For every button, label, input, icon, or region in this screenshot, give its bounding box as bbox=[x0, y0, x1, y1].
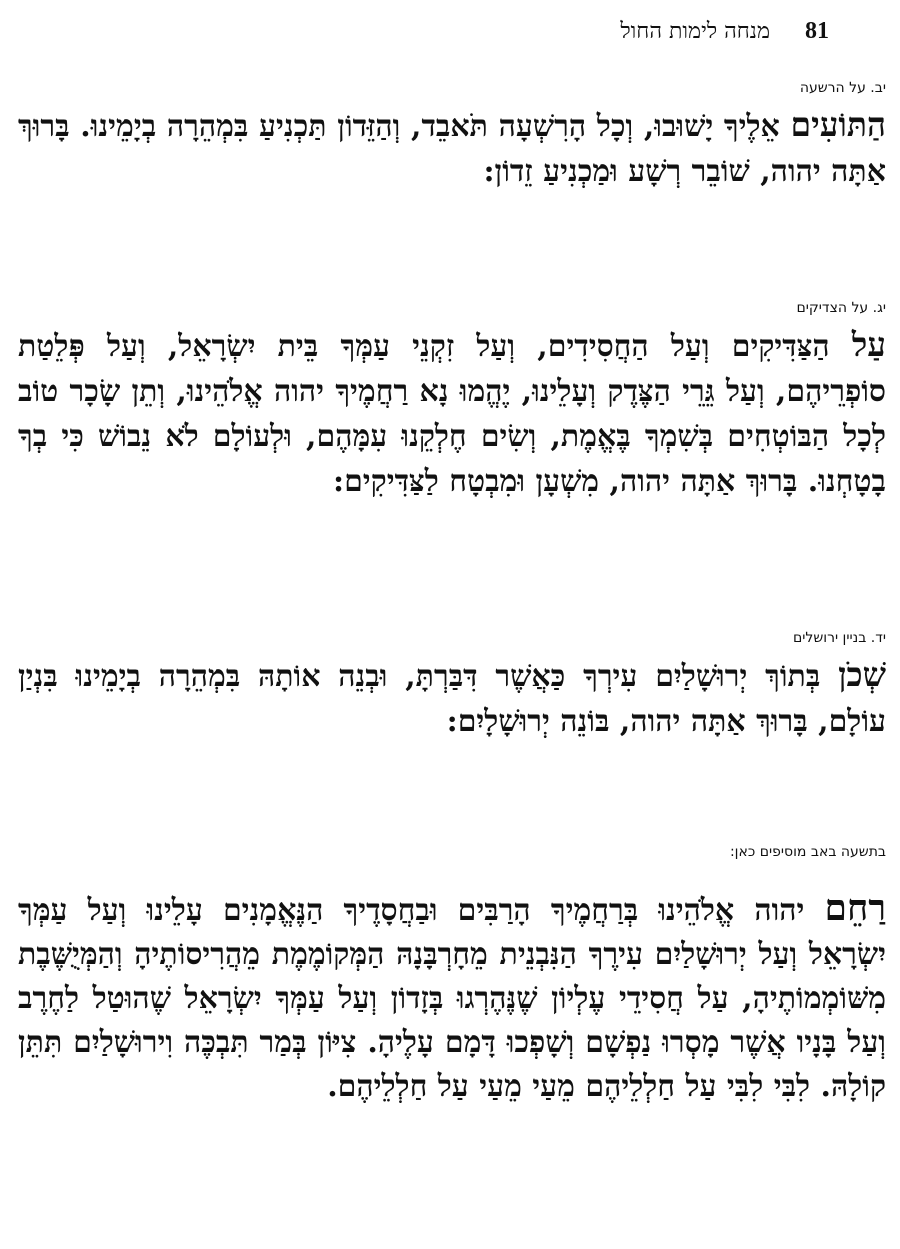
section-body: בְּתוֹךְ יְרוּשָׁלַיִם עִירְךָ כַּאֲשֶׁר דִּבַּרְתָּ, וּבְנֵה אוֹתָהּ בִּמְהֵרָה בְיָמֵינוּ בִּנְיַן עוֹלָם, בָּרוּךְ אַתָּה יהוה, בּוֹנֵה יְרוּשָׁלָיִם: bbox=[18, 659, 886, 739]
opening-word: הַתּוֹעִים bbox=[790, 105, 886, 144]
section-against-wickedness bbox=[18, 80, 886, 194]
section-text bbox=[18, 652, 886, 744]
section-building-jerusalem bbox=[18, 630, 886, 744]
section-body: הַצַּדִּיקִים וְעַל הַחֲסִידִים, וְעַל זִקְנֵי עַמְּךָ בֵּית יִשְׂרָאֵל, וְעַל פְּלֵטַת סוֹפְרֵיהֶם, וְעַל גֵּרֵי הַצֶּדֶק וְעָלֵינוּ, יֶהֱמוּ נָא רַחֲמֶיךָ יהוה אֱלֹהֵינוּ, וְתֵן שָׂכָר טוֹב לְכָל הַבּוֹטְחִים בְּשִׁמְךָ בֶּאֱמֶת, וְשִׂים חֶלְקֵנוּ עִמָּהֶם, וּלְעוֹלָם לֹא נֵבוֹשׁ כִּי בְךָ בָטָחְנוּ. בָּרוּךְ אַתָּה יהוה, מִשְׁעָן וּמִבְטָח לַצַּדִּיקִים: bbox=[18, 329, 886, 499]
opening-word: רַחֵם bbox=[824, 887, 886, 929]
page-number: 81 bbox=[805, 18, 829, 44]
opening-word: עַל bbox=[851, 325, 886, 364]
page-header bbox=[0, 12, 900, 52]
section-body: יהוה אֱלֹהֵינוּ בְּרַחֲמֶיךָ הָרַבִּים וּבַחֲסָדֶיךָ הַנֶּאֱמָנִים עָלֵינוּ וְעַל עַמְּךָ יִשְׂרָאֵל וְעַל יְרוּשָׁלַיִם עִירֶךָ הַנִּבְנֵית מֵחָרְבָּנָהּ הַמְּקוֹמֶמֶת מֵהֲרִיסוֹתֶיהָ וְהַמְּיֻשֶּׁבֶת מִשּׁוֹמְמוֹתֶיהָ, עַל חֲסִידֵי עֶלְיוֹן שֶׁנֶּהֶרְגוּ בְּזָדוֹן וְעַל עַמְּךָ יִשְׂרָאֵל שֶׁהוּטַל לַחֶרֶב וְעַל בָּנָיו אֲשֶׁר מָסְרוּ נַפְשָׁם וְשָׁפְכוּ דָּמָם עָלֶיהָ. צִיּוֹן בְּמַר תִּבְכֶּה וִירוּשָׁלַיִם תִּתֵּן קוֹלָהּ. לִבִּי לִבִּי עַל חַלְלֵיהֶם מֵעַי מֵעַי עַל חַלְלֵיהֶם. bbox=[18, 893, 886, 1104]
section-body: אֵלֶיךָ יָשׁוּבוּ, וְכָל הָרִשְׁעָה תֹּאבֵד, וְהַזֵּדוֹן תַּכְנִיעַ בִּמְהֵרָה בְיָמֵינוּ. בָּרוּךְ אַתָּה יהוה, שׁוֹבֵר רְשָׁע וּמַכְנִיעַ זֵדוֹן: bbox=[18, 109, 886, 189]
section-heading: יב. על הרשעה bbox=[799, 80, 886, 96]
section-heading: בתשעה באב מוסיפים כאן: bbox=[729, 844, 886, 860]
section-heading: יד. בניין ירושלים bbox=[792, 630, 886, 646]
opening-word: שְׁכֹן bbox=[838, 655, 886, 694]
section-for-the-righteous bbox=[18, 300, 886, 504]
section-text bbox=[18, 102, 886, 194]
section-heading: יג. על הצדיקים bbox=[796, 300, 886, 316]
running-title: מנחה לימות החול bbox=[620, 19, 770, 44]
section-tisha-bav-insert bbox=[18, 844, 886, 1109]
section-text bbox=[18, 886, 886, 1109]
section-text bbox=[18, 322, 886, 504]
